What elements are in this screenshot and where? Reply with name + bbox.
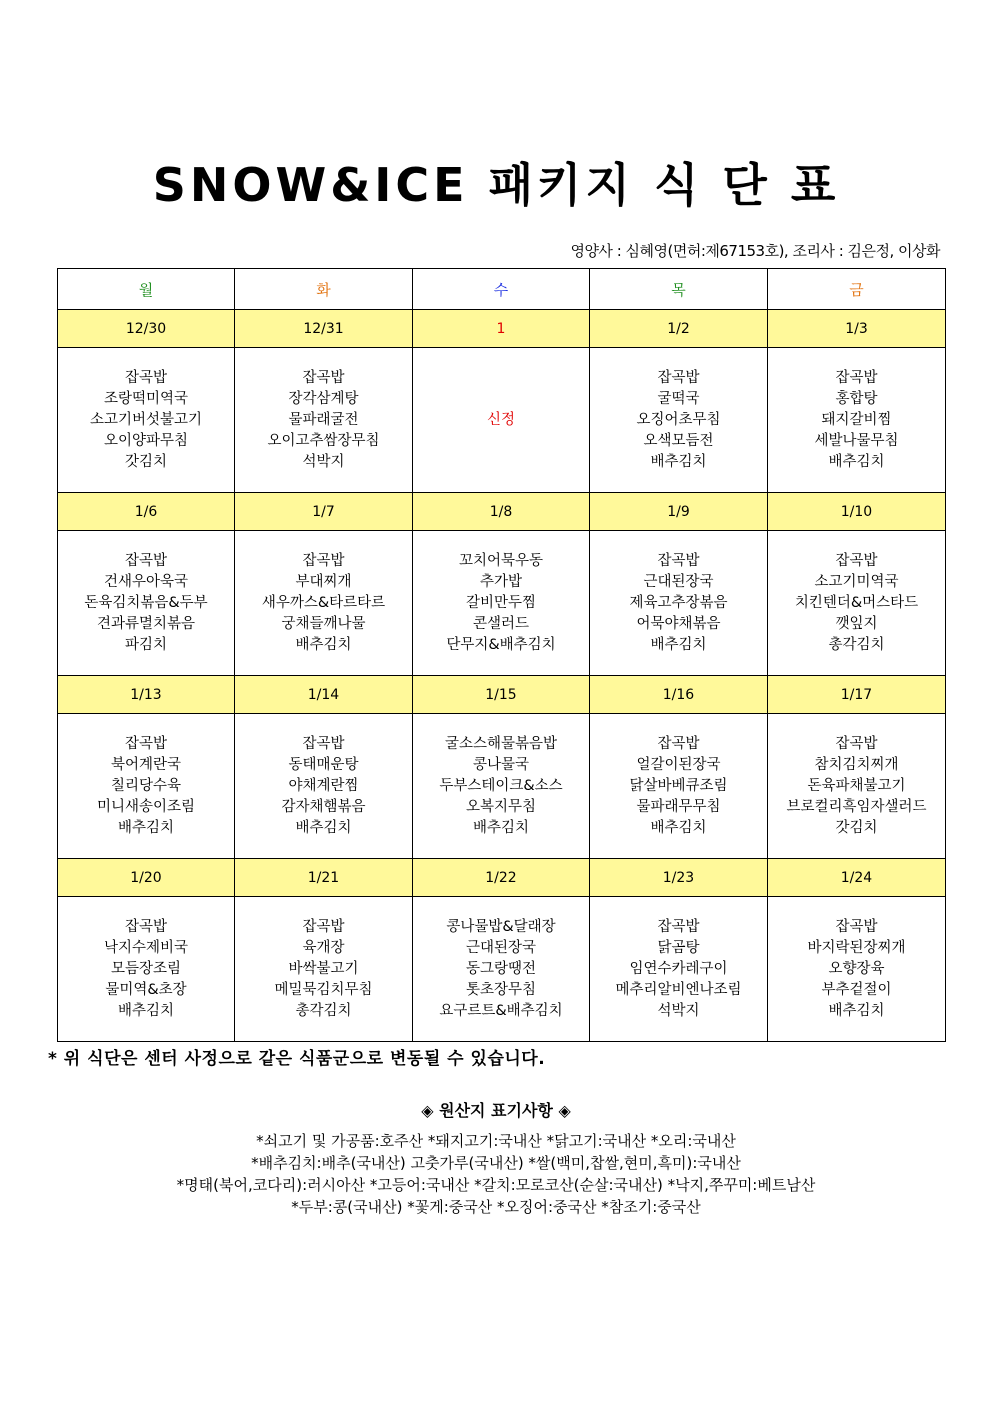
menu-item: 콩나물국 [472,756,530,773]
menu-item: 오이양파무침 [103,432,189,449]
date-cell: 1/6 [58,493,235,531]
menu-item: 야채계란찜 [288,777,359,794]
menu-item: 홍합탕 [835,390,878,407]
menu-item: 배추김치 [828,453,885,470]
date-cell: 1/14 [235,676,413,714]
menu-item: 잡곡밥 [657,369,700,386]
meal-cell [235,531,413,676]
menu-item: 부대찌개 [295,573,352,590]
menu-item: 근대된장국 [465,939,537,956]
menu-item: 오향장육 [828,960,885,977]
menu-item: 콘샐러드 [472,615,530,632]
menu-item: 어묵야채볶음 [636,615,721,632]
origin-line: *배추김치:배추(국내산) 고춧가루(국내산) *쌀(백미,찹쌀,현미,흑미):국내산 [251,1154,741,1172]
menu-item: 배추김치 [295,819,352,836]
meal-cell [590,714,768,859]
weekday-fri: 금 [768,269,946,310]
menu-item: 배추김치 [472,819,530,836]
date-cell: 1/2 [590,310,768,348]
menu-item: 감자채햄볶음 [281,798,366,815]
menu-item: 톳초장무침 [465,981,537,998]
menu-item: 갓김치 [835,819,878,836]
date-cell: 12/31 [235,310,413,348]
menu-item: 배추김치 [650,819,707,836]
menu-item: 잡곡밥 [124,735,168,752]
menu-item: 굴떡국 [657,390,700,407]
menu-item: 근대된장국 [643,573,714,590]
origin-title: ◈ 원산지 표기사항 ◈ [421,1101,571,1120]
meal-cell [413,897,590,1042]
menu-item: 석박지 [302,453,345,470]
menu-item: 잡곡밥 [302,552,345,569]
menu-item: 석박지 [657,1002,700,1019]
meal-cell [235,714,413,859]
weekday-thu: 목 [590,269,768,310]
menu-item: 닭살바베큐조림 [629,777,728,794]
origin-section [0,1100,992,1218]
menu-item: 잡곡밥 [124,918,168,935]
menu-item: 총각김치 [828,636,885,653]
menu-item: 배추김치 [650,453,707,470]
menu-item: 꼬치어묵우동 [458,552,544,569]
menu-item: 추가밥 [479,573,523,590]
meal-cell [590,348,768,493]
menu-item: 잡곡밥 [657,735,700,752]
origin-line: *두부:콩(국내산) *꽃게:중국산 *오징어:중국산 *참조기:중국산 [291,1198,701,1216]
menu-table-body [58,269,946,1042]
menu-item: 오색모듬전 [643,432,714,449]
menu-item: 소고기버섯불고기 [89,411,203,428]
menu-item: 부추겉절이 [821,981,892,998]
meal-cell [768,897,946,1042]
date-row [58,493,946,531]
menu-item: 닭곰탕 [657,939,700,956]
menu-item: 모듬장조림 [110,960,182,977]
menu-item: 잡곡밥 [835,735,878,752]
meal-row [58,531,946,676]
weekday-header-row [58,269,946,310]
meal-cell [413,714,590,859]
menu-item: 물파래무무침 [636,798,721,815]
menu-item: 제육고추장볶음 [629,594,728,611]
menu-item: 바지락된장찌개 [807,939,906,956]
date-row [58,859,946,897]
date-cell: 1/21 [235,859,413,897]
menu-item: 물파래굴전 [288,411,359,428]
menu-item: 잡곡밥 [302,369,345,386]
meal-cell [235,348,413,493]
menu-item: 배추김치 [117,819,175,836]
date-cell: 1/10 [768,493,946,531]
menu-item: 칠리당수육 [110,777,182,794]
meal-cell [768,348,946,493]
menu-table [57,268,946,1042]
date-cell: 1/15 [413,676,590,714]
menu-item: 깻잎지 [835,615,878,632]
menu-item: 건새우아욱국 [103,573,189,590]
staff-info: 영양사 : 심혜영(면허:제67153호), 조리사 : 김은정, 이상화 [570,242,940,260]
meal-cell [413,348,590,493]
menu-item: 치킨텐더&머스타드 [794,594,919,611]
menu-item: 요구르트&배추김치 [439,1002,563,1019]
menu-item: 바싹불고기 [288,960,359,977]
menu-item: 북어계란국 [110,756,182,773]
menu-item: 파김치 [124,636,168,653]
menu-item: 돈육김치볶음&두부 [84,594,208,611]
meal-cell [590,897,768,1042]
menu-item: 잡곡밥 [302,918,345,935]
menu-item: 갓김치 [124,453,168,470]
date-row [58,676,946,714]
menu-item: 배추김치 [117,1002,175,1019]
origin-line: *명태(북어,코다리):러시아산 *고등어:국내산 *갈치:모로코산(순살:국내산) *낙지,쭈꾸미:베트남산 [176,1176,816,1194]
meal-cell [58,897,235,1042]
meal-row [58,714,946,859]
menu-item: 잡곡밥 [835,918,878,935]
date-cell: 1/22 [413,859,590,897]
menu-item: 배추김치 [828,1002,885,1019]
menu-item: 미니새송이조림 [96,798,196,815]
menu-item: 장각삼계탕 [288,390,359,407]
menu-item: 단무지&배추김치 [446,636,556,653]
date-cell: 1/16 [590,676,768,714]
menu-item: 잡곡밥 [657,552,700,569]
date-cell: 1/17 [768,676,946,714]
date-cell: 1/3 [768,310,946,348]
menu-item: 잡곡밥 [835,552,878,569]
meal-cell [590,531,768,676]
menu-item: 참치김치찌개 [814,756,899,773]
meal-cell [58,348,235,493]
page-title: SNOW&ICE 패키지 식 단 표 [152,158,840,212]
menu-item: 잡곡밥 [124,552,168,569]
date-cell: 1/23 [590,859,768,897]
meal-cell [768,714,946,859]
menu-item: 배추김치 [650,636,707,653]
menu-item: 메추리알비엔나조림 [615,981,742,998]
menu-item: 물미역&초장 [105,981,187,998]
menu-item: 갈비만두찜 [465,594,537,611]
menu-item: 브로컬리흑임자샐러드 [786,798,927,815]
menu-item: 새우까스&타르타르 [261,594,386,611]
date-cell: 1/8 [413,493,590,531]
meal-cell [58,714,235,859]
date-row [58,310,946,348]
date-cell: 1/24 [768,859,946,897]
menu-item: 낙지수제비국 [103,939,189,956]
menu-item: 잡곡밥 [657,918,700,935]
date-cell: 12/30 [58,310,235,348]
menu-item: 돈육파채불고기 [807,777,906,794]
menu-item: 세발나물무침 [814,432,899,449]
date-cell: 1/7 [235,493,413,531]
menu-item: 오이고추쌈장무침 [267,432,380,449]
menu-item: 돼지갈비찜 [821,411,892,428]
menu-item: 잡곡밥 [835,369,878,386]
menu-item: 신정 [486,411,515,428]
menu-item: 임연수카레구이 [629,960,728,977]
date-cell: 1 [413,310,590,348]
weekday-tue: 화 [235,269,413,310]
date-cell: 1/13 [58,676,235,714]
menu-item: 오복지무침 [465,798,537,815]
menu-item: 굴소스해물볶음밥 [444,735,558,752]
menu-item: 견과류멸치볶음 [96,615,196,632]
menu-item: 동태매운탕 [288,756,359,773]
weekday-mon: 월 [58,269,235,310]
menu-item: 잡곡밥 [124,369,168,386]
menu-item: 얼갈이된장국 [636,756,721,773]
menu-item: 동그랑땡전 [465,960,537,977]
menu-item: 잡곡밥 [302,735,345,752]
menu-item: 궁채들깨나물 [281,615,366,632]
meal-cell [768,531,946,676]
date-cell: 1/20 [58,859,235,897]
meal-row [58,348,946,493]
menu-item: 총각김치 [295,1002,352,1019]
meal-cell [235,897,413,1042]
menu-item: 오징어초무침 [636,411,721,428]
meal-cell [58,531,235,676]
meal-row [58,897,946,1042]
menu-item: 콩나물밥&달래장 [446,918,556,935]
change-notice: * 위 식단은 센터 사정으로 같은 식품군으로 변동될 수 있습니다. [48,1049,546,1069]
meal-cell [413,531,590,676]
menu-item: 조랑떡미역국 [103,390,189,407]
origin-line: *쇠고기 및 가공품:호주산 *돼지고기:국내산 *닭고기:국내산 *오리:국내산 [256,1132,736,1150]
weekday-wed: 수 [413,269,590,310]
date-cell: 1/9 [590,493,768,531]
menu-item: 배추김치 [295,636,352,653]
menu-item: 메밀묵김치무침 [274,981,373,998]
menu-item: 육개장 [302,939,345,956]
menu-item: 두부스테이크&소스 [439,777,563,794]
menu-item: 소고기미역국 [814,573,899,590]
